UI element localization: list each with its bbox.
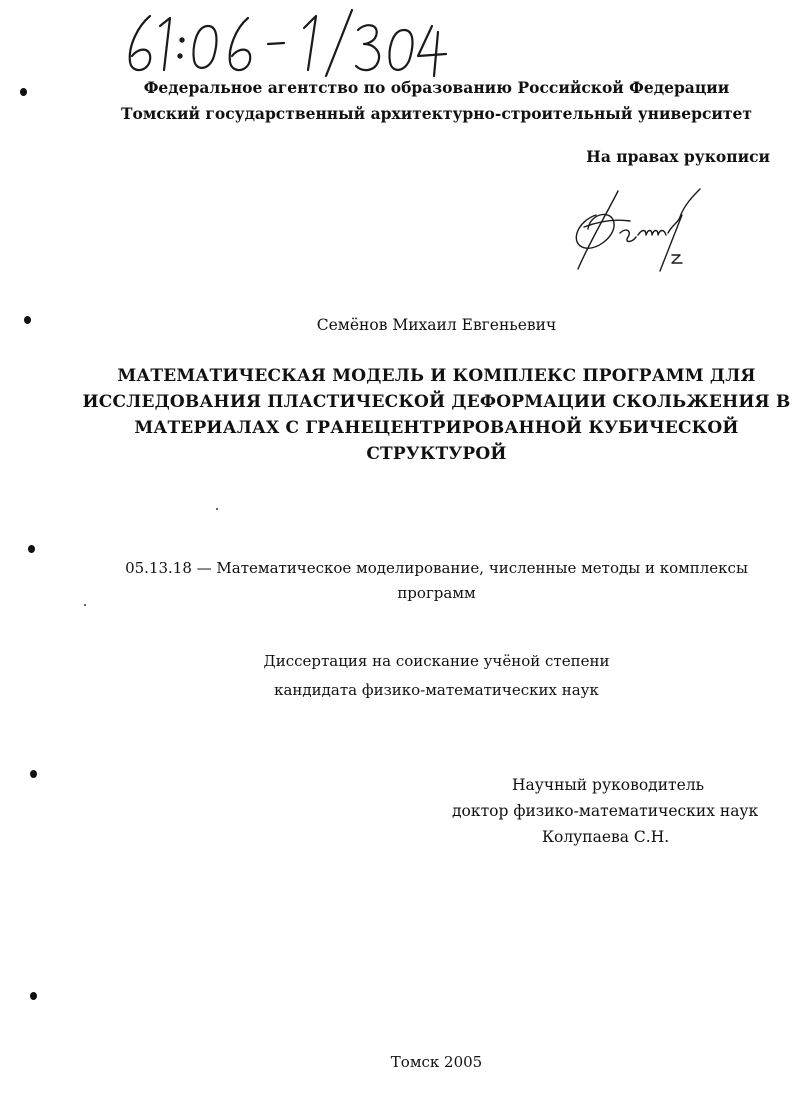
title-line-3: МАТЕРИАЛАХ С ГРАНЕЦЕНТРИРОВАННОЙ КУБИЧЕСКОЙ	[134, 418, 739, 438]
degree-line-2: кандидата физико-математических наук	[274, 681, 599, 699]
place-year: Томск 2005	[390, 1053, 483, 1071]
degree-line-1: Диссертация на соискание учёной степени	[263, 652, 610, 670]
agency-line-1: Федеральное агентство по образованию Российской Федерации	[143, 78, 730, 97]
scan-speck	[84, 604, 86, 606]
margin-punch-mark	[24, 316, 31, 324]
agency-line-2: Томский государственный архитектурно-строительный университет	[121, 104, 752, 123]
margin-punch-mark	[28, 545, 35, 553]
manuscript-note: На правах рукописи	[586, 147, 770, 166]
supervisor-label: Научный руководитель	[512, 776, 705, 794]
title-line-1: МАТЕМАТИЧЕСКАЯ МОДЕЛЬ И КОМПЛЕКС ПРОГРАММ ДЛЯ	[117, 366, 756, 386]
signature	[560, 185, 720, 280]
handwritten-archive-number	[120, 4, 450, 79]
margin-punch-mark	[30, 992, 37, 1000]
supervisor-name: Колупаева С.Н.	[542, 828, 670, 846]
scan-speck	[216, 508, 218, 510]
margin-punch-mark	[20, 88, 27, 96]
margin-punch-mark	[30, 770, 37, 778]
supervisor-title: доктор физико-математических наук	[452, 802, 759, 820]
title-line-4: СТРУКТУРОЙ	[366, 444, 507, 464]
author-name: Семёнов Михаил Евгеньевич	[316, 316, 557, 334]
specialty-line-1: 05.13.18 — Математическое моделирование, численные методы и комплексы	[125, 559, 748, 577]
title-line-2: ИССЛЕДОВАНИЯ ПЛАСТИЧЕСКОЙ ДЕФОРМАЦИИ СКОЛЬЖЕНИЯ В	[82, 392, 791, 412]
specialty-line-2: программ	[397, 584, 476, 602]
